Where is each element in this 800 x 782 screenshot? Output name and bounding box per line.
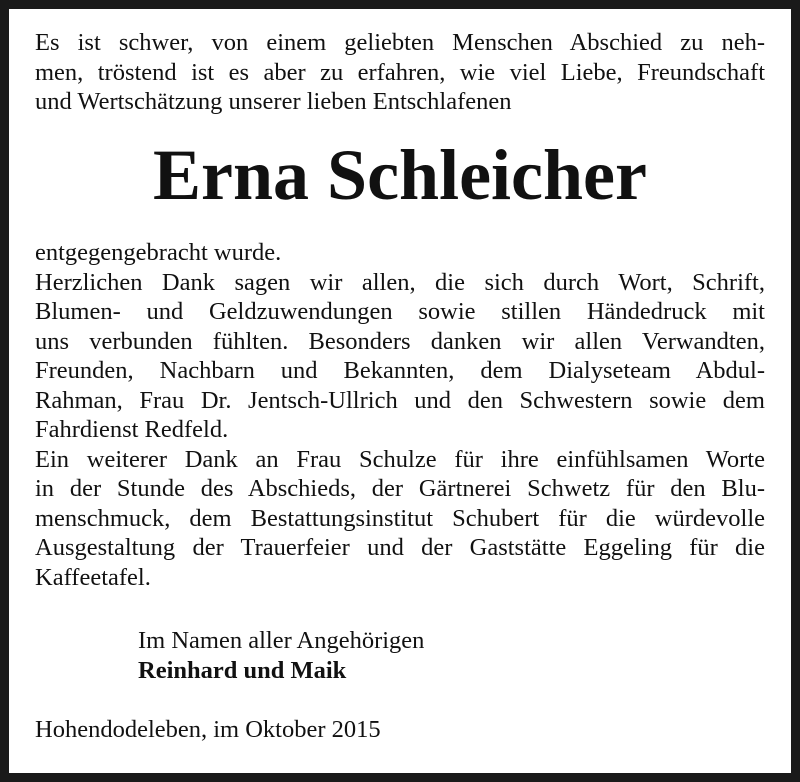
intro-line: men, tröstend ist es aber zu erfahren, wie viel Liebe, Freundschaft xyxy=(35,58,765,86)
intro-paragraph xyxy=(35,28,765,117)
body-line: Herzlichen Dank sagen wir allen, die sich durch Wort, Schrift, xyxy=(35,268,765,296)
body-line: Ausgestaltung der Trauerfeier und der Gaststätte Eggeling für die xyxy=(35,534,765,561)
thanks-paragraph xyxy=(35,238,765,592)
signoff-intro: Im Namen aller Angehörigen xyxy=(138,627,425,654)
body-line: in der Stunde des Abschieds, der Gärtnerei Schwetz für den Blu- xyxy=(35,475,765,502)
body-line: Rahman, Frau Dr. Jentsch-Ullrich und den Schwestern sowie dem xyxy=(35,386,765,414)
signoff-block xyxy=(138,626,424,685)
body-line: Ein weiterer Dank an Frau Schulze für ihre einfühlsamen Worte xyxy=(35,445,765,473)
body-line: Blumen- und Geldzuwendungen sowie stillen Händedruck mit xyxy=(35,298,765,325)
body-line: Kaffeetafel. xyxy=(35,563,151,591)
body-line: Freunden, Nachbarn und Bekannten, dem Dialyseteam Abdul- xyxy=(35,357,765,384)
body-line: entgegengebracht wurde. xyxy=(35,239,282,266)
body-line: Fahrdienst Redfeld. xyxy=(35,416,229,443)
body-line: menschmuck, dem Bestattungsinstitut Schubert für die würdevolle xyxy=(35,504,765,532)
deceased-name: Erna Schleicher xyxy=(153,135,647,215)
signers: Reinhard und Maik xyxy=(138,656,347,684)
obituary-notice xyxy=(9,9,791,773)
body-line: uns verbunden fühlten. Besonders danken wir allen Verwandten, xyxy=(35,327,765,355)
place-date: Hohendodeleben, im Oktober 2015 xyxy=(35,716,381,743)
intro-line: und Wertschätzung unserer lieben Entschlafenen xyxy=(35,88,512,115)
intro-line: Es ist schwer, von einem geliebten Menschen Abschied zu neh- xyxy=(35,29,765,56)
